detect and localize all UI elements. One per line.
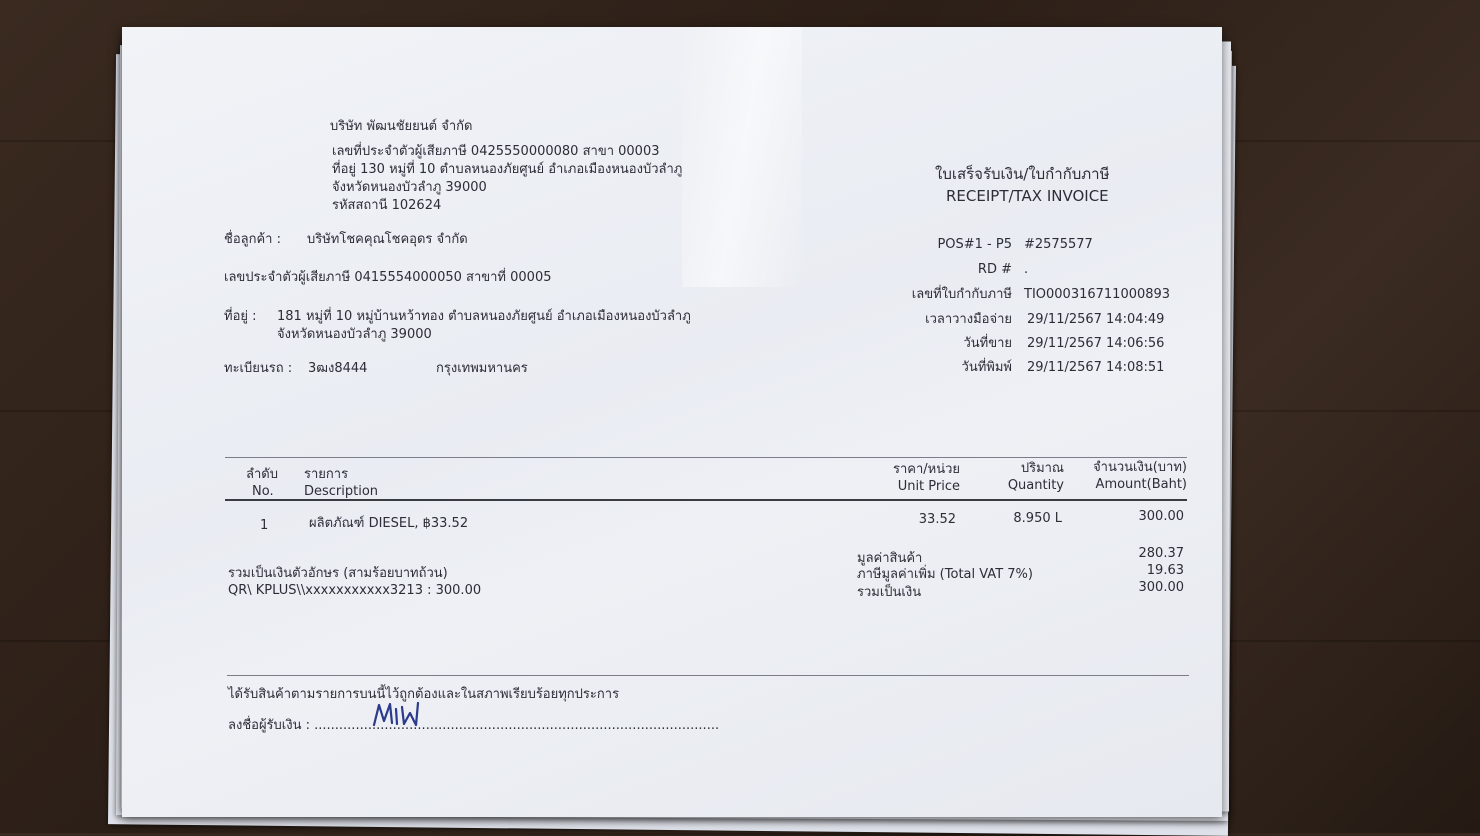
- received-statement: ได้รับสินค้าตามรายการบนนี้ไว้ถูกต้องและในสภาพเรียบร้อยทุกประการ: [228, 687, 620, 702]
- row-unit-price: 33.52: [918, 512, 956, 527]
- info-label-print-date: วันที่พิมพ์: [961, 360, 1012, 375]
- plate-province: กรุงเทพมหานคร: [436, 361, 528, 376]
- customer-address-line2: จังหวัดหนองบัวลำภู 39000: [277, 327, 432, 342]
- header-desc-en: Description: [304, 484, 379, 499]
- customer-address-line1: 181 หมู่ที่ 10 หมู่บ้านหว้าทอง ตำบลหนองภัยศูนย์ อำเภอเมืองหนองบัวลำภู: [277, 309, 691, 324]
- total-value: 300.00: [1138, 580, 1184, 595]
- customer-name-label: ชื่อลูกค้า :: [224, 232, 281, 247]
- header-price-en: Unit Price: [897, 479, 960, 494]
- info-value-print-date: 29/11/2567 14:08:51: [1027, 360, 1165, 375]
- receiver-signature-line: ลงชื่อผู้รับเงิน : ..................................................................................................: [228, 718, 720, 733]
- doc-title-thai: ใบเสร็จรับเงิน/ใบกำกับภาษี: [935, 165, 1110, 183]
- info-value-sale-date: 29/11/2567 14:06:56: [1027, 336, 1165, 351]
- subtotal-label: มูลค่าสินค้า: [857, 551, 923, 566]
- handwritten-signature: [370, 699, 430, 731]
- amount-in-words: รวมเป็นเงินตัวอักษร (สามร้อยบาทถ้วน): [228, 566, 448, 581]
- table-header-rule: [225, 499, 1187, 501]
- info-label-rd: RD #: [977, 262, 1012, 277]
- row-description: ผลิตภัณฑ์ DIESEL, ฿33.52: [309, 516, 469, 531]
- header-amount-th: จำนวนเงิน(บาท): [1093, 460, 1187, 475]
- customer-name: บริษัทโชคคุณโชคอุดร จำกัด: [307, 232, 468, 247]
- vat-label: ภาษีมูลค่าเพิ่ม (Total VAT 7%): [857, 567, 1033, 582]
- plate-number: 3ฒง8444: [308, 361, 368, 376]
- payment-method: QR\ KPLUS\\xxxxxxxxxxx3213 : 300.00: [228, 583, 482, 598]
- doc-title-english: RECEIPT/TAX INVOICE: [946, 187, 1109, 205]
- info-label-pos: POS#1 - P5: [937, 237, 1012, 252]
- plate-label: ทะเบียนรถ :: [224, 361, 293, 376]
- customer-tax-id: เลขประจำตัวผู้เสียภาษี 0415554000050 สาขาที่ 00005: [224, 270, 552, 285]
- row-amount: 300.00: [1138, 509, 1184, 524]
- header-price-th: ราคา/หน่วย: [892, 462, 960, 477]
- header-amount-en: Amount(Baht): [1095, 477, 1187, 492]
- info-value-rd: .: [1024, 262, 1029, 277]
- info-label-nozzle-time: เวลาวางมือจ่าย: [925, 312, 1012, 327]
- header-qty-th: ปริมาณ: [1020, 461, 1064, 476]
- row-no: 1: [260, 518, 269, 533]
- receipt-paper: [122, 27, 1222, 817]
- seller-address-line2: จังหวัดหนองบัวลำภู 39000: [332, 180, 487, 195]
- customer-address-label: ที่อยู่ :: [224, 309, 257, 324]
- seller-name: บริษัท พัฒนชัยยนต์ จำกัด: [330, 119, 473, 134]
- info-value-tax-invoice: TIO000316711000893: [1024, 287, 1171, 302]
- header-qty-en: Quantity: [1007, 478, 1064, 493]
- info-value-pos: #2575577: [1024, 237, 1093, 252]
- seller-tax-id: เลขที่ประจำตัวผู้เสียภาษี 0425550000080 สาขา 00003: [332, 144, 660, 159]
- header-no-en: No.: [252, 484, 274, 499]
- header-no-th: ลำดับ: [246, 467, 278, 482]
- header-desc-th: รายการ: [304, 467, 349, 482]
- seller-station-code: รหัสสถานี 102624: [332, 198, 442, 213]
- row-quantity: 8.950 L: [1013, 511, 1062, 526]
- info-label-tax-invoice: เลขที่ใบกำกับภาษี: [911, 287, 1012, 302]
- vat-value: 19.63: [1146, 563, 1184, 578]
- subtotal-value: 280.37: [1138, 546, 1184, 561]
- info-label-sale-date: วันที่ขาย: [963, 336, 1012, 351]
- seller-address-line1: ที่อยู่ 130 หมู่ที่ 10 ตำบลหนองภัยศูนย์ อำเภอเมืองหนองบัวลำภู: [332, 162, 683, 177]
- total-label: รวมเป็นเงิน: [857, 585, 922, 600]
- footer-rule: [227, 675, 1189, 676]
- table-top-rule: [225, 457, 1187, 458]
- info-value-nozzle-time: 29/11/2567 14:04:49: [1027, 312, 1165, 327]
